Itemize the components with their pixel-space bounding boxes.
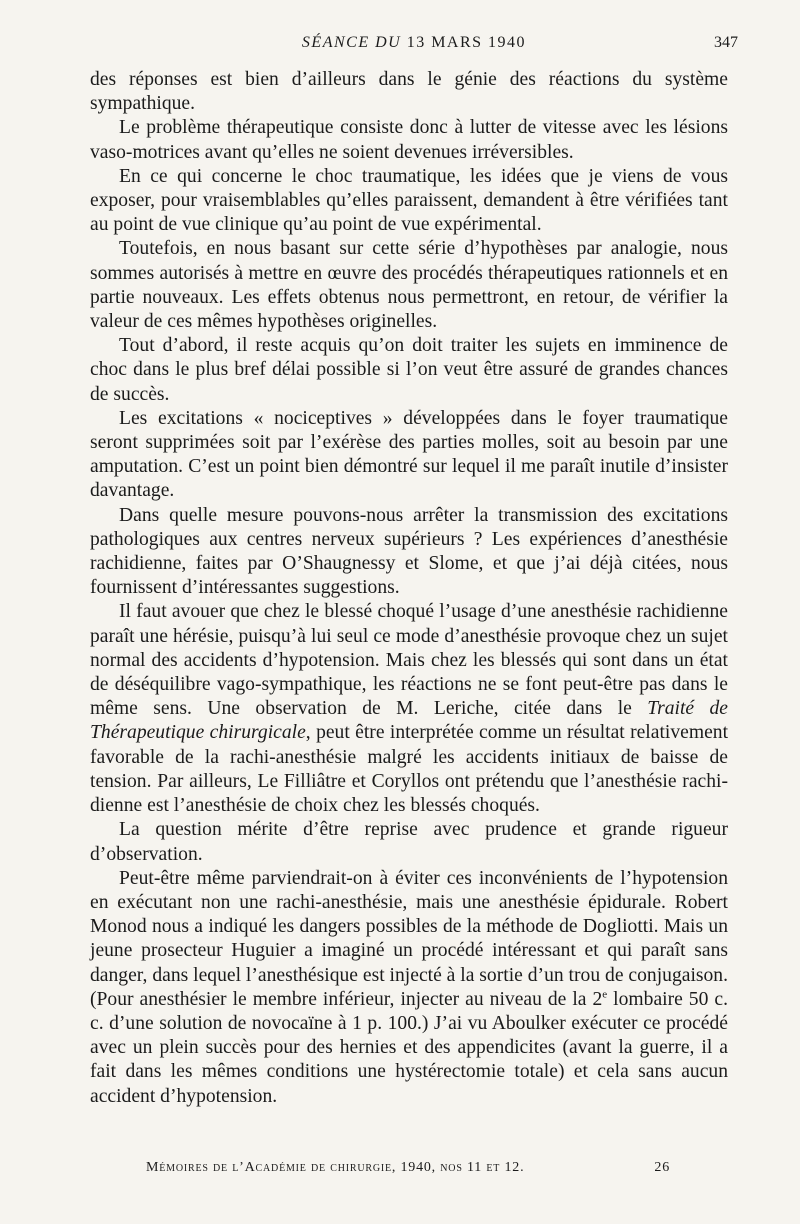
paragraph: Toutefois, en nous basant sur cette série d’hypothèses par analogie, nous sommes autorisés à mettre en œuvre des procédés thérapeutiques rationnels et en partie nouveaux. Les effets obtenus nous permettront, en retour, de vérifier la valeur de ces mêmes hypothèses originelles.	[90, 238, 728, 333]
text-run: Il faut avouer que chez le blessé choqué l’usage d’une anesthésie rachidienne paraît une hérésie, puisqu’à lui seul ce mode d’anesthésie provoque chez un sujet normal des accidents d’hypotension. Mais chez les blessés qui sont dans un état de déséquilibre vago-sympathique, les réactions ne se font peut-être pas dans le même sens. Une observation de M. Leriche, citée dans le	[90, 601, 728, 720]
page-number: 347	[714, 34, 738, 51]
paragraph: En ce qui concerne le choc traumatique, les idées que je viens de vous exposer, pour vraisemblables qu’elles paraissent, demandent à être vérifiées tant au point de vue clinique qu’au point de vue expérimental.	[90, 165, 728, 236]
header-date: 13 MARS 1940	[406, 34, 527, 51]
paragraph	[90, 867, 728, 1109]
paragraph: des réponses est bien d’ailleurs dans le génie des réactions du système sympathique.	[90, 69, 728, 115]
paragraph: Le problème thérapeutique consiste donc à lutter de vitesse avec les lésions vaso-motrices avant qu’elles ne soient devenues irréversibles.	[90, 117, 728, 163]
footer	[146, 1160, 670, 1180]
footer-citation: Mémoires de l’Académie de chirurgie, 1940, nos 11 et 12.	[146, 1160, 525, 1175]
superscript: e	[602, 988, 608, 1001]
paragraph: La question mérite d’être reprise avec prudence et grande rigueur d’observation.	[90, 819, 728, 865]
text-run: , peut être interprétée comme un résultat relativement favorable de la rachi-anesthésie malgré les accidents initiaux de baisse de tension. Par ailleurs, Le Filliâtre et Coryllos ont prétendu que l’anesthésie rachidienne est l’anesthésie de choix chez les blessés choqués.	[90, 722, 729, 817]
signature-number: 26	[654, 1160, 670, 1175]
paragraph: Dans quelle mesure pouvons-nous arrêter la transmission des excitations pathologiques aux centres nerveux supérieurs ? Les expériences d’anesthésie rachidienne, faites par O’Shaugnessy et Slome, et que j’ai déjà citées, nous fournissent d’intéressantes suggestions.	[90, 504, 728, 599]
header-session: SÉANCE DU	[301, 34, 402, 51]
paragraph: Les excitations « nociceptives » développées dans le foyer traumatique seront supprimées soit par l’exérèse des parties molles, soit au besoin par une amputation. C’est un point bien démontré sur lequel il me paraît inutile d’insister davantage.	[90, 407, 728, 502]
paragraph: Tout d’abord, il reste acquis qu’on doit traiter les sujets en imminence de choc dans le plus bref délai possible si l’on veut être assuré de grandes chances de succès.	[90, 335, 728, 405]
text-run: lombaire 50 c. c. d’une solution de novocaïne à 1 p. 100.) J’ai vu Aboulker exécuter ce procédé avec un plein succès pour des hernies et des appendicites (avant la guerre, il a fait dans les mêmes conditions une hystérectomie totale) et cela sans aucun accident d’hypotension.	[90, 988, 728, 1107]
header-title	[90, 34, 738, 52]
text-run: Peut-être même parviendrait-on à éviter ces inconvénients de l’hypotension en exécutant non une rachi-anesthésie, mais une anesthésie épidurale. Robert Monod nous a indiqué les dangers possibles de la méthode de Dogliotti. Mais un jeune prosecteur Huguier a imaginé un procédé intéressant et qui paraît sans danger, dans lequel l’anesthésique est injecté à la sortie d’un trou de conjugaison. (Pour anesthésier le membre inférieur, injecter au niveau de la 2	[90, 867, 728, 1010]
book-title: Traité de Thérapeutique chirurgicale	[90, 698, 728, 744]
paragraph	[90, 600, 728, 818]
running-header	[90, 34, 738, 56]
body-text	[90, 68, 728, 1109]
